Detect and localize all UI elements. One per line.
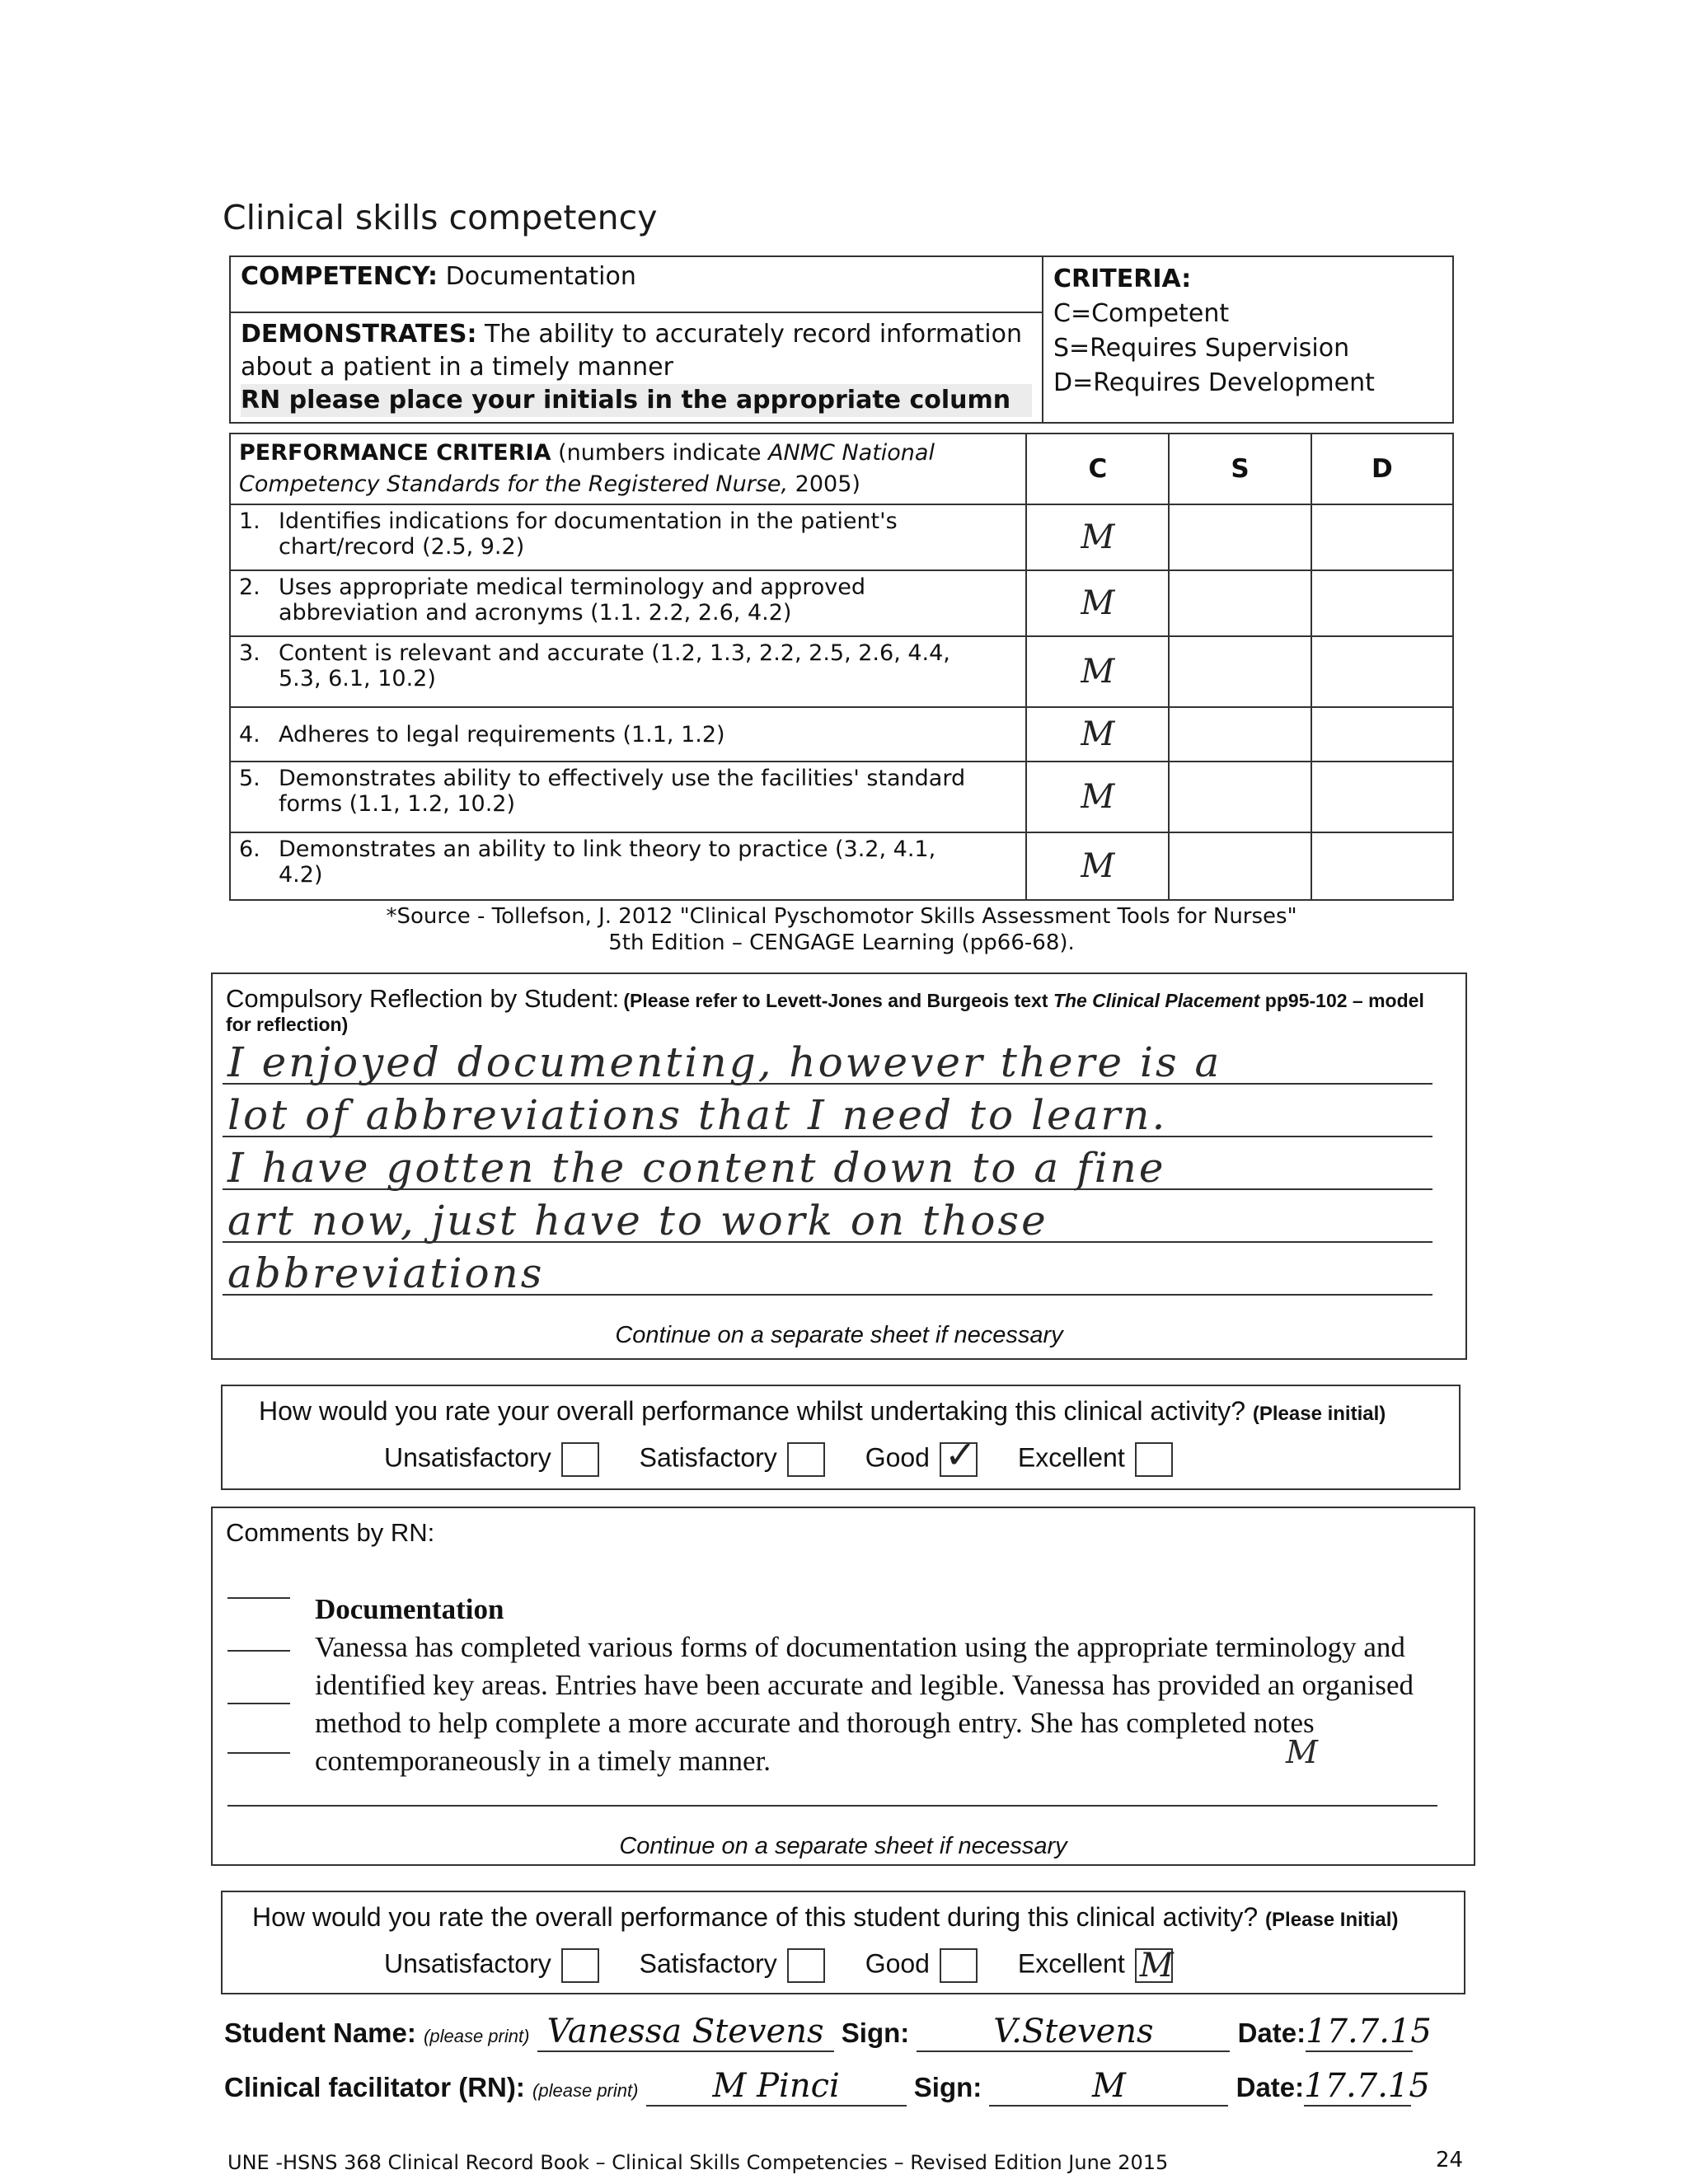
- student-date-label: Date:: [1237, 2018, 1306, 2048]
- criteria-label: CRITERIA:: [1053, 265, 1192, 293]
- excellent-checkbox[interactable]: [1135, 1442, 1173, 1477]
- row-number: 5.: [239, 766, 260, 791]
- initials-c: M: [1026, 504, 1169, 570]
- rn-comments-box: [211, 1507, 1475, 1866]
- initials-s: [1169, 570, 1311, 636]
- reflection-line: abbreviations: [227, 1249, 545, 1297]
- option-label: Excellent: [1017, 1442, 1125, 1473]
- option-label: Unsatisfactory: [384, 1948, 551, 1979]
- demonstrates-cell: [230, 312, 1043, 423]
- student-sign-label: Sign:: [841, 2018, 910, 2048]
- row-text: Uses appropriate medical terminology and approved abbreviation and acronyms (1.1. 2.2, 2.6, 4.2): [279, 574, 865, 626]
- initials-d: [1311, 762, 1453, 832]
- comments-continue-note: Continue on a separate sheet if necessary: [619, 1833, 1067, 1859]
- student-date-value[interactable]: 17.7.15: [1306, 2013, 1432, 2050]
- column-d-header: D: [1311, 434, 1453, 504]
- row-text: Identifies indications for documentation in the patient's chart/record (2.5, 9.2): [279, 509, 898, 560]
- competency-label: COMPETENCY:: [241, 262, 438, 291]
- option-label: Unsatisfactory: [384, 1442, 551, 1473]
- satisfactory-checkbox[interactable]: [787, 1442, 825, 1477]
- reflection-line: I have gotten the content down to a fine: [227, 1144, 1166, 1192]
- comments-heading: Documentation: [315, 1593, 504, 1625]
- performance-heading: [230, 434, 1026, 504]
- performance-heading-note2: 2005): [788, 471, 860, 497]
- row-number: 1.: [239, 509, 260, 534]
- student-name-label: Student Name:: [224, 2018, 416, 2048]
- initials-c: M: [1026, 707, 1169, 762]
- row-text: Demonstrates ability to effectively use the facilities' standard forms (1.1, 1.2, 10.2): [279, 766, 966, 817]
- student-name-value[interactable]: Vanessa Stevens: [537, 2013, 834, 2052]
- unsatisfactory-checkbox[interactable]: [561, 1442, 599, 1477]
- reflection-line: I enjoyed documenting, however there is a: [227, 1038, 1222, 1086]
- rn-signature[interactable]: M: [989, 2067, 1228, 2107]
- competency-cell: [230, 256, 1043, 312]
- rn-rating-question: How would you rate the overall performance of this student during this clinical activity?: [252, 1902, 1259, 1932]
- table-row: [230, 707, 1453, 762]
- table-row: [230, 636, 1453, 707]
- reflection-continue-note: Continue on a separate sheet if necessary: [615, 1322, 1063, 1348]
- rn-rating-note: (Please Initial): [1265, 1909, 1399, 1931]
- competency-value: Documentation: [445, 262, 636, 291]
- page-number: 24: [1436, 2148, 1464, 2172]
- criteria-cell: [1043, 256, 1453, 423]
- source-citation: [229, 903, 1454, 956]
- row-text: Demonstrates an ability to link theory to practice (3.2, 4.1, 4.2): [279, 837, 936, 888]
- option-label: Satisfactory: [639, 1948, 777, 1979]
- reflection-note-2: pp95-102 – model for reflection): [226, 990, 1424, 1035]
- performance-heading-italic: ANMC National Competency Standards for the Registered Nurse,: [239, 440, 935, 497]
- rn-comment-initials: M: [1286, 1734, 1320, 1770]
- initials-s: [1169, 636, 1311, 707]
- option-label: Good: [865, 1442, 930, 1473]
- table-row: [230, 570, 1453, 636]
- initials-s: [1169, 762, 1311, 832]
- rn-instruction: RN please place your initials in the appropriate column: [241, 384, 1032, 417]
- student-rating-question-row: [259, 1396, 1386, 1427]
- row-number: 2.: [239, 574, 260, 600]
- rn-name-value[interactable]: M Pinci: [646, 2067, 907, 2107]
- initials-d: [1311, 707, 1453, 762]
- source-line-1: *Source - Tollefson, J. 2012 "Clinical Pyschomotor Skills Assessment Tools for Nurses": [386, 904, 1297, 929]
- student-signature-row: [224, 2013, 1432, 2052]
- performance-heading-note1: (numbers indicate: [558, 440, 769, 466]
- row-number: 4.: [239, 721, 260, 748]
- initials-d: [1311, 504, 1453, 570]
- good-checkbox[interactable]: [940, 1433, 978, 1477]
- row-text: Adheres to legal requirements (1.1, 1.2): [279, 721, 725, 748]
- footer-text: UNE -HSNS 368 Clinical Record Book – Clinical Skills Competencies – Revised Edition June 2015: [227, 2151, 1169, 2174]
- comments-title: Comments by RN:: [226, 1518, 435, 1547]
- student-signature[interactable]: V.Stevens: [917, 2013, 1230, 2052]
- demonstrates-value: The ability to accurately record information about a patient in a timely manner: [241, 320, 1022, 382]
- initials-s: [1169, 707, 1311, 762]
- criteria-c: C=Competent: [1053, 299, 1230, 328]
- comments-text: Vanessa has completed various forms of documentation using the appropriate terminology and identified key areas. Entries have been accurate and legible. Vanessa has provided an organised method to help complete a more accurate and thorough entry. She has completed notes contemporaneously in a timely manner.: [315, 1631, 1414, 1777]
- row-number: 3.: [239, 640, 260, 666]
- table-row: [230, 832, 1453, 900]
- row-number: 6.: [239, 837, 260, 862]
- rn-signature-row: [224, 2067, 1430, 2107]
- table-row: [230, 762, 1453, 832]
- column-c-header: C: [1026, 434, 1169, 504]
- initials-c: M: [1026, 570, 1169, 636]
- initials-c: M: [1026, 636, 1169, 707]
- good-checkbox[interactable]: [940, 1948, 978, 1983]
- demonstrates-label: DEMONSTRATES:: [241, 320, 477, 349]
- table-row: [230, 504, 1453, 570]
- reflection-line: art now, just have to work on those: [227, 1197, 1048, 1244]
- rn-rating-question-row: [252, 1902, 1398, 1933]
- competency-header-table: [229, 255, 1454, 424]
- student-rating-question: How would you rate your overall performance whilst undertaking this clinical activity?: [259, 1396, 1245, 1426]
- reflection-heading: [226, 984, 1454, 1036]
- reflection-box: [211, 972, 1467, 1360]
- criteria-d: D=Requires Development: [1053, 368, 1375, 397]
- reflection-note-1: (Please refer to Levett-Jones and Burgeois text: [623, 990, 1053, 1011]
- student-rating-options: [384, 1433, 1206, 1477]
- rn-name-label: Clinical facilitator (RN):: [224, 2072, 525, 2102]
- please-print-note: (please print): [532, 2080, 639, 2101]
- option-label: Excellent: [1017, 1948, 1125, 1979]
- option-label: Satisfactory: [639, 1442, 777, 1473]
- satisfactory-checkbox[interactable]: [787, 1948, 825, 1983]
- initials-d: [1311, 636, 1453, 707]
- reflection-line: lot of abbreviations that I need to learn.: [227, 1091, 1168, 1139]
- student-rating-box: [221, 1385, 1461, 1490]
- initials-c: M: [1026, 762, 1169, 832]
- rn-date-value[interactable]: 17.7.15: [1304, 2067, 1430, 2105]
- rn-date-label: Date:: [1236, 2072, 1305, 2102]
- performance-heading-bold: PERFORMANCE CRITERIA: [239, 440, 551, 466]
- column-s-header: S: [1169, 434, 1311, 504]
- criteria-s: S=Requires Supervision: [1053, 334, 1350, 363]
- rn-sign-label: Sign:: [913, 2072, 982, 2102]
- reflection-note-italic: The Clinical Placement: [1053, 990, 1260, 1011]
- performance-criteria-table: [229, 433, 1454, 901]
- option-label: Good: [865, 1948, 930, 1979]
- please-print-note: (please print): [424, 2026, 530, 2046]
- source-line-2: 5th Edition – CENGAGE Learning (pp66-68).: [608, 930, 1075, 955]
- student-rating-note: (Please initial): [1252, 1403, 1386, 1425]
- rn-rating-box: [221, 1891, 1465, 1994]
- comments-content: [315, 1591, 1419, 1780]
- initials-d: [1311, 832, 1453, 900]
- row-text: Content is relevant and accurate (1.2, 1.3, 2.2, 2.5, 2.6, 4.4, 5.3, 6.1, 10.2): [279, 640, 950, 691]
- excellent-checkbox[interactable]: [1135, 1948, 1173, 1983]
- initials-d: [1311, 570, 1453, 636]
- initials-c: M: [1026, 832, 1169, 900]
- initials-s: [1169, 504, 1311, 570]
- unsatisfactory-checkbox[interactable]: [561, 1948, 599, 1983]
- check-mark-icon: ✓: [944, 1433, 977, 1476]
- rn-rating-options: [384, 1948, 1206, 1983]
- reflection-title: Compulsory Reflection by Student:: [226, 984, 620, 1013]
- page-title: Clinical skills competency: [223, 198, 658, 237]
- excellent-initials: M: [1139, 1947, 1174, 1985]
- initials-s: [1169, 832, 1311, 900]
